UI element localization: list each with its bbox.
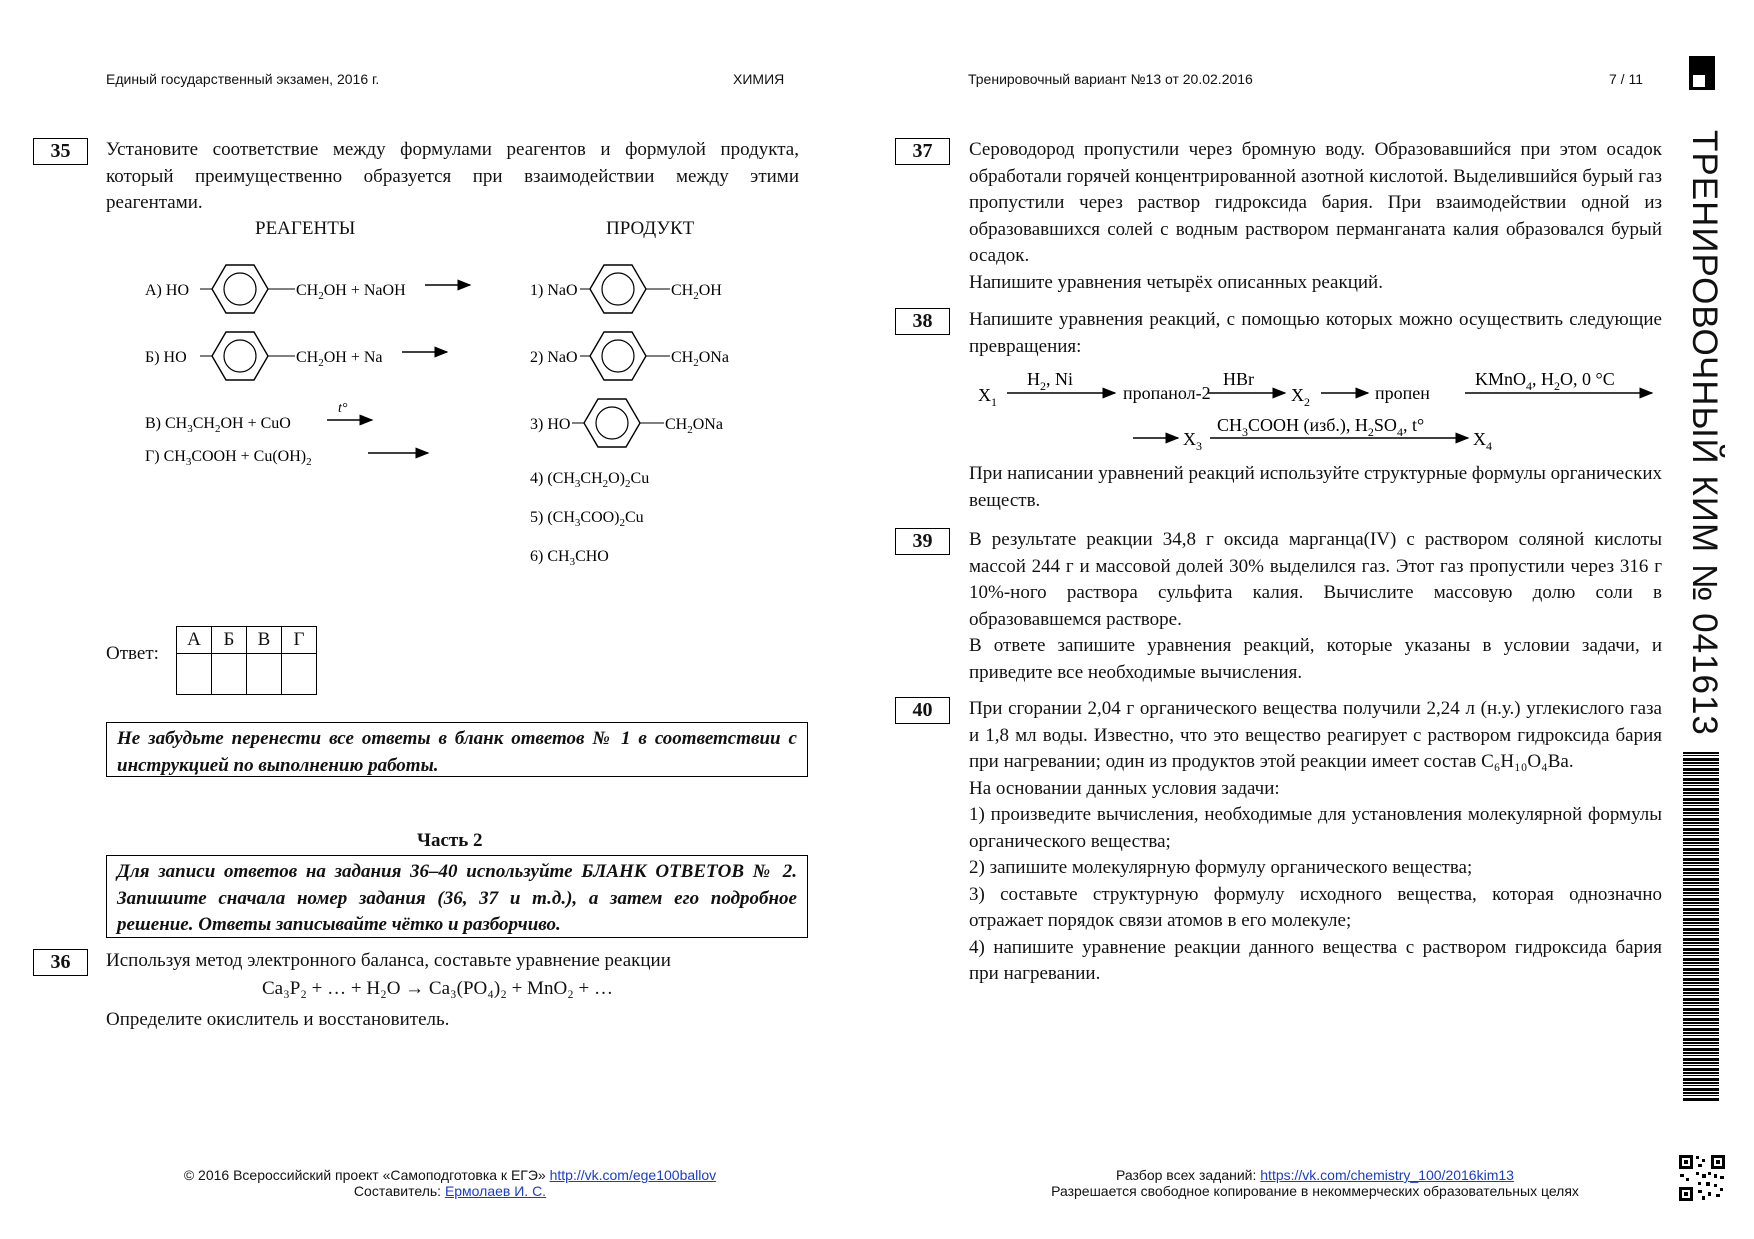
answer-header-a: А [177, 627, 212, 654]
transformation-scheme [975, 365, 1675, 455]
scheme-x4: $X_4$ [1473, 429, 1492, 453]
task-40-item-3: 3) составьте структурную формулу исходного вещества, которая однозначно отражает порядок связи атомов в его молекуле; [969, 883, 1662, 931]
svg-text:CH2ONa: $CH_2ONa$ [671, 349, 729, 369]
part2-title: Часть 2 [417, 830, 483, 851]
barcode [1683, 752, 1719, 1102]
answer-header-g: Г [282, 627, 317, 654]
svg-text:CH2OH: $CH_2OH$ [671, 282, 722, 302]
svg-text:В) CH3CH2OH + CuO: В) $CH_3CH_2OH$ + CuO [145, 415, 291, 435]
task-40-item-2: 2) запишите молекулярную формулу органического вещества; [969, 857, 1473, 878]
svg-text:3) HO: 3) HO [530, 416, 571, 433]
footer-solutions-label: Разбор всех заданий: [1116, 1167, 1257, 1183]
task-number-35: 35 [33, 138, 88, 165]
scheme-propene: пропен [1375, 383, 1430, 403]
svg-text:CH2OH + Na: $CH_2OH + Na$ [296, 349, 383, 369]
task-number-39: 39 [895, 528, 950, 555]
svg-text:1) NaO: 1) NaO [530, 282, 578, 299]
vertical-kim-label: ТРЕНИРОВОЧНЫЙ КИМ № 041613 [1685, 130, 1724, 736]
footer-copyright: © 2016 Всероссийский проект «Самоподготовка к ЕГЭ» [183, 1167, 546, 1183]
scheme-cond-2: HBr [1223, 369, 1254, 389]
task-36-equation: Ca₃P₂ + … + H₂O → Ca₃(PO₄)₂ + MnO₂ + … [262, 978, 614, 999]
task-40-body: При сгорании 2,04 г органического вещества получили 2,24 л (н.у.) углекислого газа и 1,8 мл воды. Известно, что это вещество реагирует с раствором гидроксида бария при нагревании; один из продуктов этой реакции имеет состав C₆H₁₀O₄Ba. [969, 698, 1662, 772]
task-number-36: 36 [33, 949, 88, 976]
footer-author-label: Составитель: [353, 1183, 442, 1199]
task-35-text: Установите соответствие между формулами реагентов и формулой продукта, который преимущественно образуется при взаимодействии между этими реагентами. [106, 139, 799, 213]
qr-code-icon [1678, 1154, 1726, 1202]
task-36-text: Используя метод электронного баланса, составьте уравнение реакции [106, 950, 671, 971]
scheme-propanol: пропанол-2 [1123, 383, 1211, 403]
svg-text:2) NaO: 2) NaO [530, 349, 578, 366]
answer-header-b: Б [212, 627, 247, 654]
task-37-body: Сероводород пропустили через бромную воду. Образовавшийся при этом осадок обработали горячей концентрированной азотной кислотой. Выделившийся бурый газ пропустили через раствор гидроксида бария. При взаимодействии одной из образовавшихся солей с водным раствором перманганата калия образовался бурый осадок. [969, 139, 1662, 266]
task-40-intro: На основании данных условия задачи: [969, 777, 1280, 799]
answer-cell-v[interactable] [247, 654, 282, 695]
corner-marker-icon [1689, 56, 1715, 90]
part2-instruction-box: Для записи ответов на задания 36–40 используйте БЛАНК ОТВЕТОВ № 2. Запишите сначала номер задания (36, 37 и т.д.), а затем его подробное решение. Ответы записывайте чётко и разборчиво. [106, 855, 808, 938]
svg-text:5) (CH3COO)2Cu: 5) $(CH_3COO)_2Cu$ [530, 509, 644, 529]
scheme-x2: $X_2$ [1291, 385, 1310, 409]
footer-author-link[interactable]: Ермолаев И. С. [444, 1183, 547, 1199]
footer-vk-link[interactable]: http://vk.com/ege100ballov [549, 1167, 717, 1183]
task-37-text [969, 137, 1662, 296]
footer-left [130, 1167, 770, 1199]
task-36-text2: Определите окислитель и восстановитель. [106, 1009, 450, 1030]
svg-text:CH2ONa: $CH_2ONa$ [665, 416, 723, 436]
scheme-cond-3: KMnO$_4$, $H_2O$, 0 °C [1475, 369, 1615, 393]
answer-grid [176, 626, 317, 695]
task-number-38: 38 [895, 308, 950, 335]
scheme-x3: $X_3$ [1183, 429, 1202, 453]
svg-text:Б) HO: Б) HO [145, 349, 187, 366]
task-37-question: Напишите уравнения четырёх описанных реакций. [969, 271, 1383, 293]
footer-solutions-link[interactable]: https://vk.com/chemistry_100/2016kim13 [1260, 1167, 1514, 1183]
footer-right [1010, 1167, 1620, 1199]
task-39-body: В результате реакции 34,8 г оксида марганца(IV) с раствором соляной кислоты массой 244 г и массовой долей 30% выделился газ. Этот газ пропустили через 316 г 10%-ного раствора сульфита калия. Вычислите массовую долю соли в образовавшемся растворе. [969, 529, 1662, 630]
task-40-text [969, 696, 1662, 988]
svg-text:t°: t° [338, 401, 348, 416]
task-number-40: 40 [895, 697, 950, 724]
task-40-item-1: 1) произведите вычисления, необходимые для установления молекулярной формулы органического вещества; [969, 804, 1662, 852]
reminder-box: Не забудьте перенести все ответы в бланк ответов № 1 в соответствии с инструкцией по выполнению работы. [106, 722, 808, 777]
task-38-text2: При написании уравнений реакций используйте структурные формулы органических веществ. [969, 463, 1662, 511]
answer-label: Ответ: [106, 643, 159, 664]
header-subject: ХИМИЯ [733, 71, 785, 87]
answer-header-v: В [247, 627, 282, 654]
task-39-question: В ответе запишите уравнения реакций, которые указаны в условии задачи, и приведите все необходимые вычисления. [969, 635, 1662, 683]
header-variant: Тренировочный вариант №13 от 20.02.2016 [968, 71, 1253, 87]
header-left: Единый государственный экзамен, 2016 г. [106, 71, 380, 87]
reagents-heading: РЕАГЕНТЫ [255, 218, 356, 239]
footer-copy-note: Разрешается свободное копирование в некоммерческих образовательных целях [1051, 1183, 1579, 1199]
task-39-text [969, 527, 1662, 686]
scheme-cond-4: $CH_3COOH$ (изб.), $H_2SO_4$, t° [1217, 415, 1425, 439]
svg-text:6) CH3CHO: 6) $CH_3CHO$ [530, 548, 609, 568]
task-38-text: Напишите уравнения реакций, с помощью которых можно осуществить следующие превращения: [969, 309, 1662, 357]
scheme-cond-1: $H_2$, Ni [1027, 369, 1073, 393]
answer-cell-g[interactable] [282, 654, 317, 695]
scheme-x1: $X_1$ [978, 385, 997, 409]
svg-text:А) HO: А) HO [145, 282, 189, 299]
product-heading: ПРОДУКТ [606, 218, 695, 239]
reactions-scheme [140, 245, 790, 580]
task-number-37: 37 [895, 138, 950, 165]
header-page-number: 7 / 11 [1609, 71, 1643, 87]
answer-cell-b[interactable] [212, 654, 247, 695]
svg-text:Г) CH3COOH + Cu(OH)2: Г) $CH_3COOH + Cu(OH)_2$ [145, 448, 312, 468]
svg-text:CH2OH + NaOH: $CH_2OH$ + NaOH [296, 282, 406, 302]
answer-cell-a[interactable] [177, 654, 212, 695]
svg-text:4) (CH3CH2O)2Cu: 4) $(CH_3CH_2O)_2Cu$ [530, 470, 650, 490]
task-40-item-4: 4) напишите уравнение реакции данного вещества с раствором гидроксида бария при нагревании. [969, 936, 1662, 984]
